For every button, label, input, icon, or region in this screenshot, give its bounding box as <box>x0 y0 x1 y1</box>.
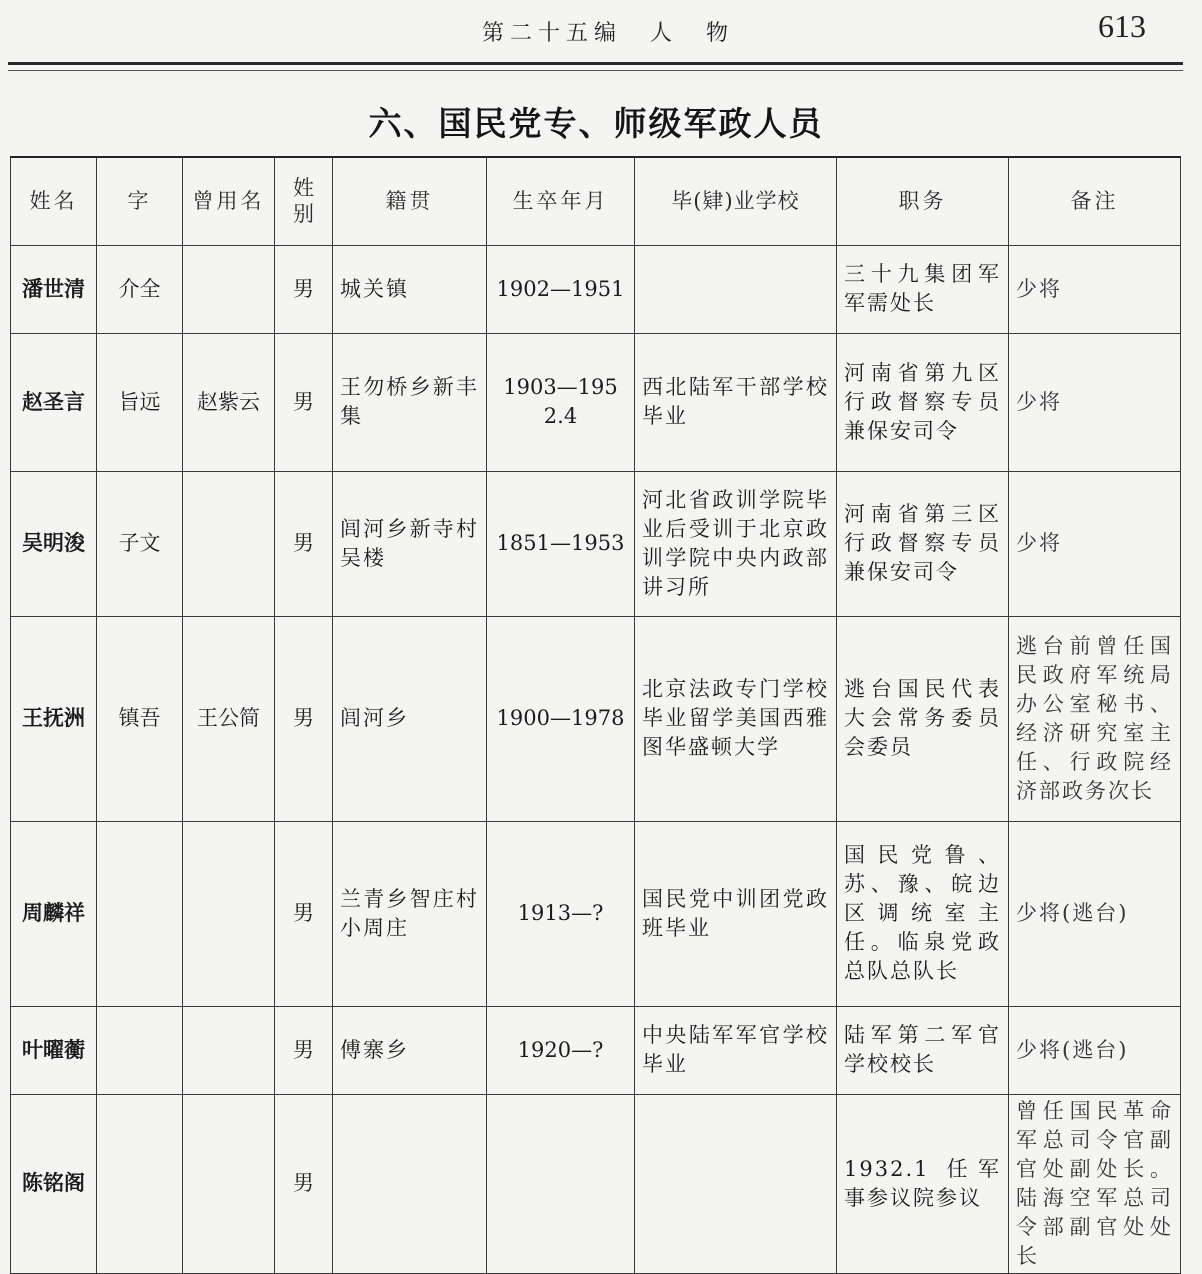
cell-dates: 1920—? <box>487 1006 635 1094</box>
cell-name: 周麟祥 <box>11 821 97 1006</box>
cell-native-place: 傅寨乡 <box>333 1006 487 1094</box>
cell-school: 北京法政专门学校毕业留学美国西雅图华盛顿大学 <box>635 616 837 821</box>
table-row <box>11 1094 1181 1273</box>
column-header: 姓名 <box>11 157 97 245</box>
cell-native-place <box>333 1094 487 1273</box>
running-title: 第二十五编 人 物 <box>482 21 735 46</box>
cell-remarks: 逃台前曾任国民政府军统局办公室秘书、经济研究室主任、行政院经济部政务次长 <box>1009 616 1181 821</box>
cell-sex: 男 <box>275 616 333 821</box>
cell-sex: 男 <box>275 471 333 616</box>
cell-native-place: 闾河乡 <box>333 616 487 821</box>
column-header: 生卒年月 <box>487 157 635 245</box>
cell-native-place: 城关镇 <box>333 245 487 333</box>
cell-post: 国民党鲁、苏、豫、皖边区调统室主任。临泉党政总队总队长 <box>837 821 1009 1006</box>
cell-school: 中央陆军军官学校毕业 <box>635 1006 837 1094</box>
column-header: 籍贯 <box>333 157 487 245</box>
cell-remarks: 少将(逃台) <box>1009 821 1181 1006</box>
cell-zi: 镇吾 <box>97 616 183 821</box>
column-header: 曾用名 <box>183 157 275 245</box>
personnel-table <box>10 156 1181 1274</box>
cell-school: 国民党中训团党政班毕业 <box>635 821 837 1006</box>
cell-school: 西北陆军干部学校毕业 <box>635 333 837 471</box>
cell-dates: 1900—1978 <box>487 616 635 821</box>
cell-name: 吴明浚 <box>11 471 97 616</box>
cell-dates <box>487 1094 635 1273</box>
cell-sex: 男 <box>275 245 333 333</box>
cell-name: 赵圣言 <box>11 333 97 471</box>
cell-alias <box>183 1094 275 1273</box>
cell-post: 河南省第九区行政督察专员兼保安司令 <box>837 333 1009 471</box>
column-header: 备注 <box>1009 157 1181 245</box>
column-header: 字 <box>97 157 183 245</box>
column-header: 职务 <box>837 157 1009 245</box>
table-row <box>11 471 1181 616</box>
cell-alias <box>183 821 275 1006</box>
cell-remarks: 曾任国民革命军总司令官副官处副处长。陆海空军总司令部副官处处长 <box>1009 1094 1181 1273</box>
cell-zi <box>97 1006 183 1094</box>
cell-alias <box>183 245 275 333</box>
cell-alias: 赵紫云 <box>183 333 275 471</box>
cell-sex: 男 <box>275 1094 333 1273</box>
cell-sex: 男 <box>275 1006 333 1094</box>
cell-remarks: 少将 <box>1009 471 1181 616</box>
cell-alias <box>183 471 275 616</box>
cell-dates: 1913—? <box>487 821 635 1006</box>
cell-dates: 1851—1953 <box>487 471 635 616</box>
cell-zi: 子文 <box>97 471 183 616</box>
cell-post: 1932.1 任军事参议院参议 <box>837 1094 1009 1273</box>
cell-school <box>635 245 837 333</box>
cell-name: 陈铭阁 <box>11 1094 97 1273</box>
column-header: 毕(肄)业学校 <box>635 157 837 245</box>
cell-post: 逃台国民代表大会常务委员会委员 <box>837 616 1009 821</box>
page-number: 613 <box>1098 8 1146 44</box>
cell-remarks: 少将(逃台) <box>1009 1006 1181 1094</box>
header-rule-thick <box>8 62 1183 65</box>
cell-remarks: 少将 <box>1009 245 1181 333</box>
cell-zi <box>97 1094 183 1273</box>
column-header: 姓别 <box>275 157 333 245</box>
cell-dates: 1902—1951 <box>487 245 635 333</box>
cell-post: 河南省第三区行政督察专员兼保安司令 <box>837 471 1009 616</box>
table-header-row <box>11 157 1181 245</box>
cell-name: 潘世清 <box>11 245 97 333</box>
cell-alias: 王公简 <box>183 616 275 821</box>
table-row <box>11 333 1181 471</box>
cell-native-place: 兰青乡智庄村小周庄 <box>333 821 487 1006</box>
table-row <box>11 821 1181 1006</box>
cell-school <box>635 1094 837 1273</box>
table-row <box>11 245 1181 333</box>
section-title: 六、国民党专、师级军政人员 <box>368 104 824 143</box>
cell-remarks: 少将 <box>1009 333 1181 471</box>
cell-zi: 旨远 <box>97 333 183 471</box>
cell-native-place: 王勿桥乡新丰集 <box>333 333 487 471</box>
cell-zi: 介全 <box>97 245 183 333</box>
cell-name: 叶曜蘅 <box>11 1006 97 1094</box>
cell-zi <box>97 821 183 1006</box>
table-row <box>11 1006 1181 1094</box>
cell-name: 王抚洲 <box>11 616 97 821</box>
cell-school: 河北省政训学院毕业后受训于北京政训学院中央内政部讲习所 <box>635 471 837 616</box>
header-rule-thin <box>8 70 1183 71</box>
cell-dates: 1903—1952.4 <box>487 333 635 471</box>
running-head <box>0 0 1202 60</box>
cell-post: 三十九集团军军需处长 <box>837 245 1009 333</box>
cell-sex: 男 <box>275 333 333 471</box>
cell-post: 陆军第二军官学校校长 <box>837 1006 1009 1094</box>
table-row <box>11 616 1181 821</box>
cell-sex: 男 <box>275 821 333 1006</box>
cell-alias <box>183 1006 275 1094</box>
cell-native-place: 闾河乡新寺村吴楼 <box>333 471 487 616</box>
